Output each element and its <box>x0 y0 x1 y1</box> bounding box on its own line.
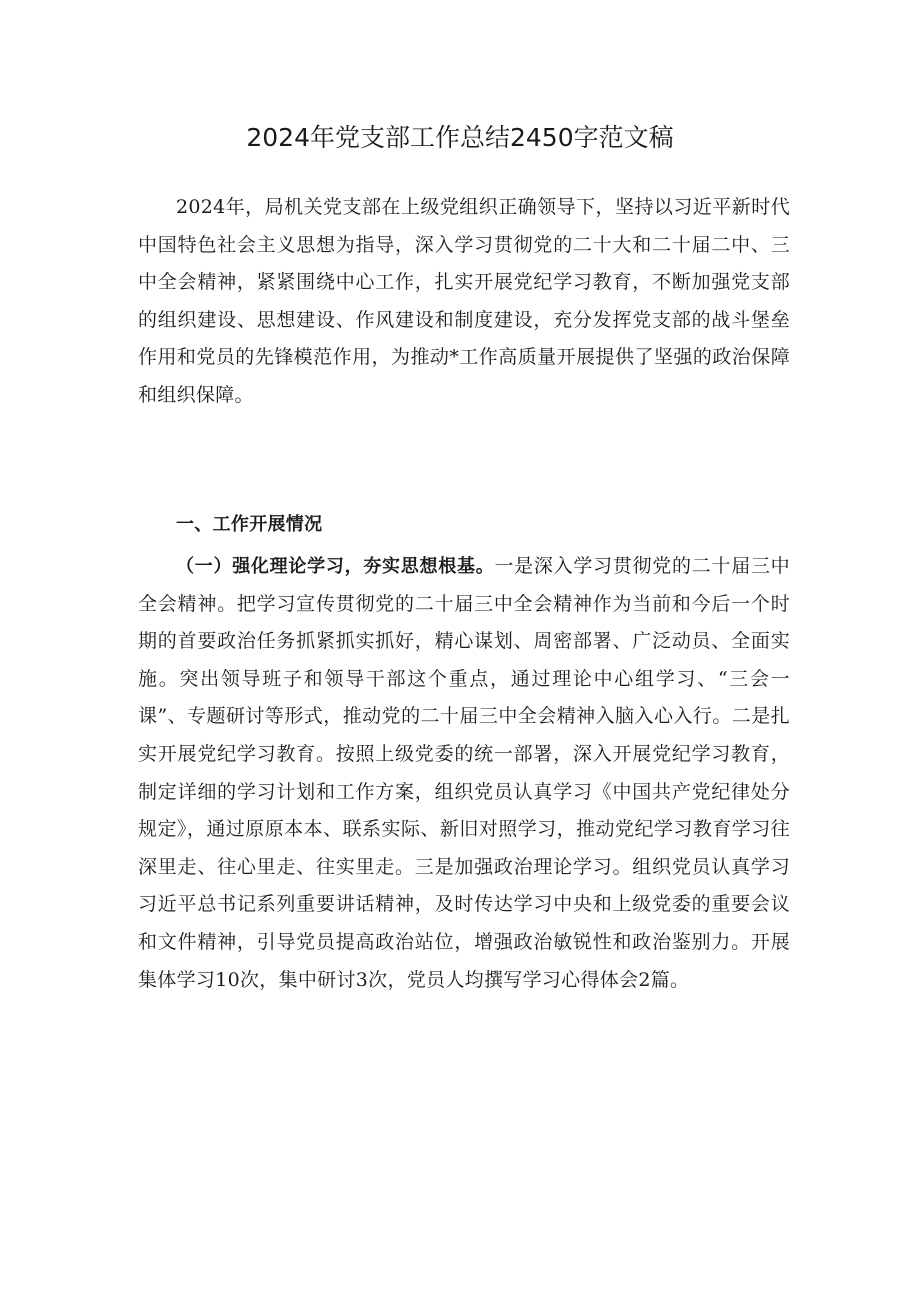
intro-paragraph: 2024年，局机关党支部在上级党组织正确领导下，坚持以习近平新时代中国特色社会主义思想为指导，深入学习贯彻党的二十大和二十届二中、三中全会精神，紧紧围绕中心工作，扎实开展党纪学习教育，不断加强党支部的组织建设、思想建设、作风建设和制度建设，充分发挥党支部的战斗堡垒作用和党员的先锋模范作用，为推动*工作高质量开展提供了坚强的政治保障和组织保障。 <box>138 196 790 406</box>
subsection-paragraph <box>138 548 790 999</box>
document-title: 2024年党支部工作总结2450字范文稿 <box>246 123 674 152</box>
subsection-body: 一是深入学习贯彻党的二十届三中全会精神。把学习宣传贯彻党的二十届三中全会精神作为当前和今后一个时期的首要政治任务抓紧抓实抓好，精心谋划、周密部署、广泛动员、全面实施。突出领导班子和领导干部这个重点，通过理论中心组学习、“三会一课”、专题研讨等形式，推动党的二十届三中全会精神入脑入心入行。二是扎实开展党纪学习教育。按照上级党委的统一部署，深入开展党纪学习教育，制定详细的学习计划和工作方案，组织党员认真学习《中国共产党纪律处分规定》，通过原原本本、联系实际、新旧对照学习，推动党纪学习教育学习往深里走、往心里走、往实里走。三是加强政治理论学习。组织党员认真学习习近平总书记系列重要讲话精神，及时传达学习中央和上级党委的重要会议和文件精神，引导党员提高政治站位，增强政治敏锐性和政治鉴别力。开展集体学习10次，集中研讨3次，党员人均撰写学习心得体会2篇。 <box>138 555 790 991</box>
section-heading: 一、工作开展情况 <box>176 514 323 535</box>
subsection-lead: （一）强化理论学习，夯实思想根基。 <box>176 556 495 577</box>
